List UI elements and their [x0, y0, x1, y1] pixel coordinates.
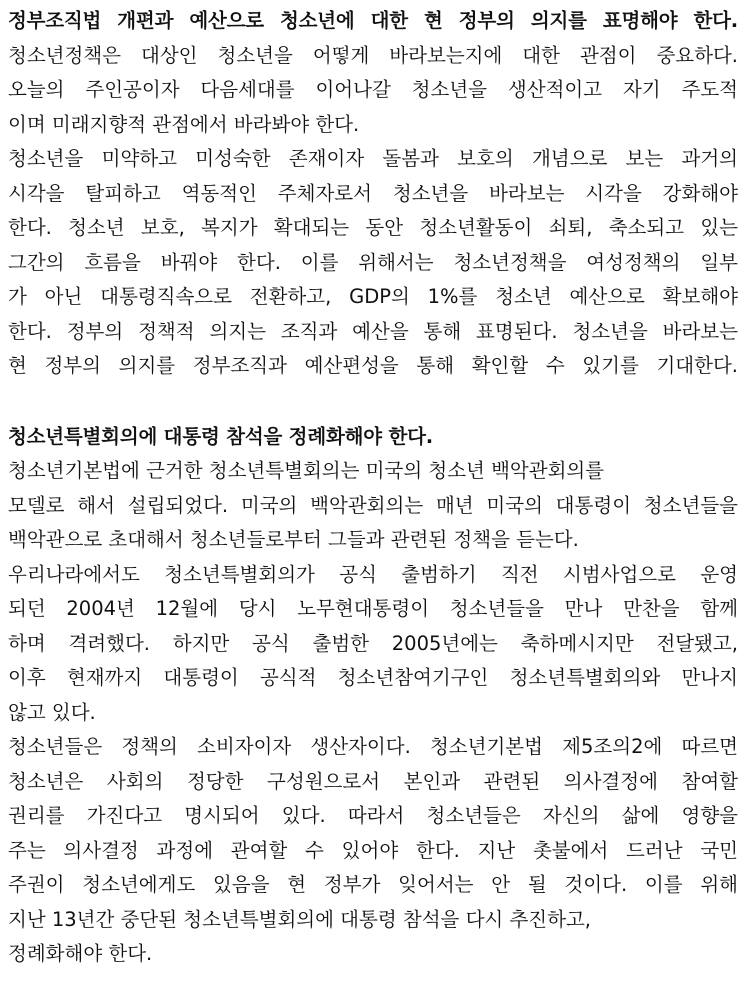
section-2-line: 모델로 해서 설립되었다. 미국의 백악관회의는 매년 미국의 대통령이 청소년들을 [8, 493, 738, 517]
section-2-heading: 청소년특별회의에 대통령 참석을 정례화해야 한다. [8, 424, 433, 448]
section-1-line: 가 아닌 대통령직속으로 전환하고, GDP의 1%를 청소년 예산으로 확보해야 [8, 285, 738, 308]
section-1-line: 그간의 흐름을 바꿔야 한다. 이를 위해서는 청소년정책을 여성정책의 일부 [8, 250, 738, 274]
section-2-line: 권리를 가진다고 명시되어 있다. 따라서 청소년들은 자신의 삶에 영향을 [8, 804, 738, 827]
section-1-heading: 정부조직법 개편과 예산으로 청소년에 대한 현 정부의 의지를 표명해야 한다. [8, 9, 738, 32]
section-2-line: 백악관으로 초대해서 청소년들로부터 그들과 관련된 정책을 듣는다. [8, 528, 579, 551]
section-2-line: 청소년들은 정책의 소비자이자 생산자이다. 청소년기본법 제5조의2에 따르면 [8, 735, 738, 758]
section-2-line: 청소년은 사회의 정당한 구성원으로서 본인과 관련된 의사결정에 참여할 [8, 769, 738, 793]
section-2-line: 이후 현재까지 대통령이 공식적 청소년참여기구인 청소년특별회의와 만나지 [8, 666, 738, 689]
section-1-line: 이며 미래지향적 관점에서 바라봐야 한다. [8, 112, 360, 136]
section-1-line: 한다. 청소년 보호, 복지가 확대되는 동안 청소년활동이 쇠퇴, 축소되고 있는 [8, 216, 738, 239]
section-2-line: 주는 의사결정 과정에 관여할 수 있어야 한다. 지난 촛불에서 드러난 국민 [8, 838, 738, 862]
section-2-line: 않고 있다. [8, 700, 96, 724]
section-2-line: 주권이 청소년에게도 있음을 현 정부가 잊어서는 안 될 것이다. 이를 위해 [8, 873, 738, 896]
section-1-line: 현 정부의 의지를 정부조직과 예산편성을 통해 확인할 수 있기를 기대한다. [8, 354, 738, 377]
section-2-line: 청소년기본법에 근거한 청소년특별회의는 미국의 청소년 백악관회의를 [8, 459, 605, 482]
document-body [8, 4, 738, 972]
section-2-line: 지난 13년간 중단된 청소년특별회의에 대통령 참석을 다시 추진하고, [8, 907, 592, 931]
section-1-line: 한다. 정부의 정책적 의지는 조직과 예산을 통해 표명된다. 청소년을 바라보는 [8, 319, 738, 343]
section-gap [8, 384, 738, 420]
section-1-line: 청소년을 미약하고 미성숙한 존재이자 돌봄과 보호의 개념으로 보는 과거의 [8, 147, 738, 170]
section-1-line: 청소년정책은 대상인 청소년을 어떻게 바라보는지에 대한 관점이 중요하다. [8, 43, 738, 67]
section-2-line: 되던 2004년 12월에 당시 노무현대통령이 청소년들을 만나 만찬을 함께 [8, 597, 738, 620]
section-2-line: 정례화해야 한다. [8, 942, 153, 965]
section-1-line: 시각을 탈피하고 역동적인 주체자로서 청소년을 바라보는 시각을 강화해야 [8, 181, 738, 205]
section-2-line: 우리나라에서도 청소년특별회의가 공식 출범하기 직전 시범사업으로 운영 [8, 562, 738, 586]
section-2-line: 하며 격려했다. 하지만 공식 출범한 2005년에는 축하메시지만 전달됐고, [8, 631, 738, 655]
section-1-line: 오늘의 주인공이자 다음세대를 이어나갈 청소년을 생산적이고 자기 주도적 [8, 78, 738, 101]
